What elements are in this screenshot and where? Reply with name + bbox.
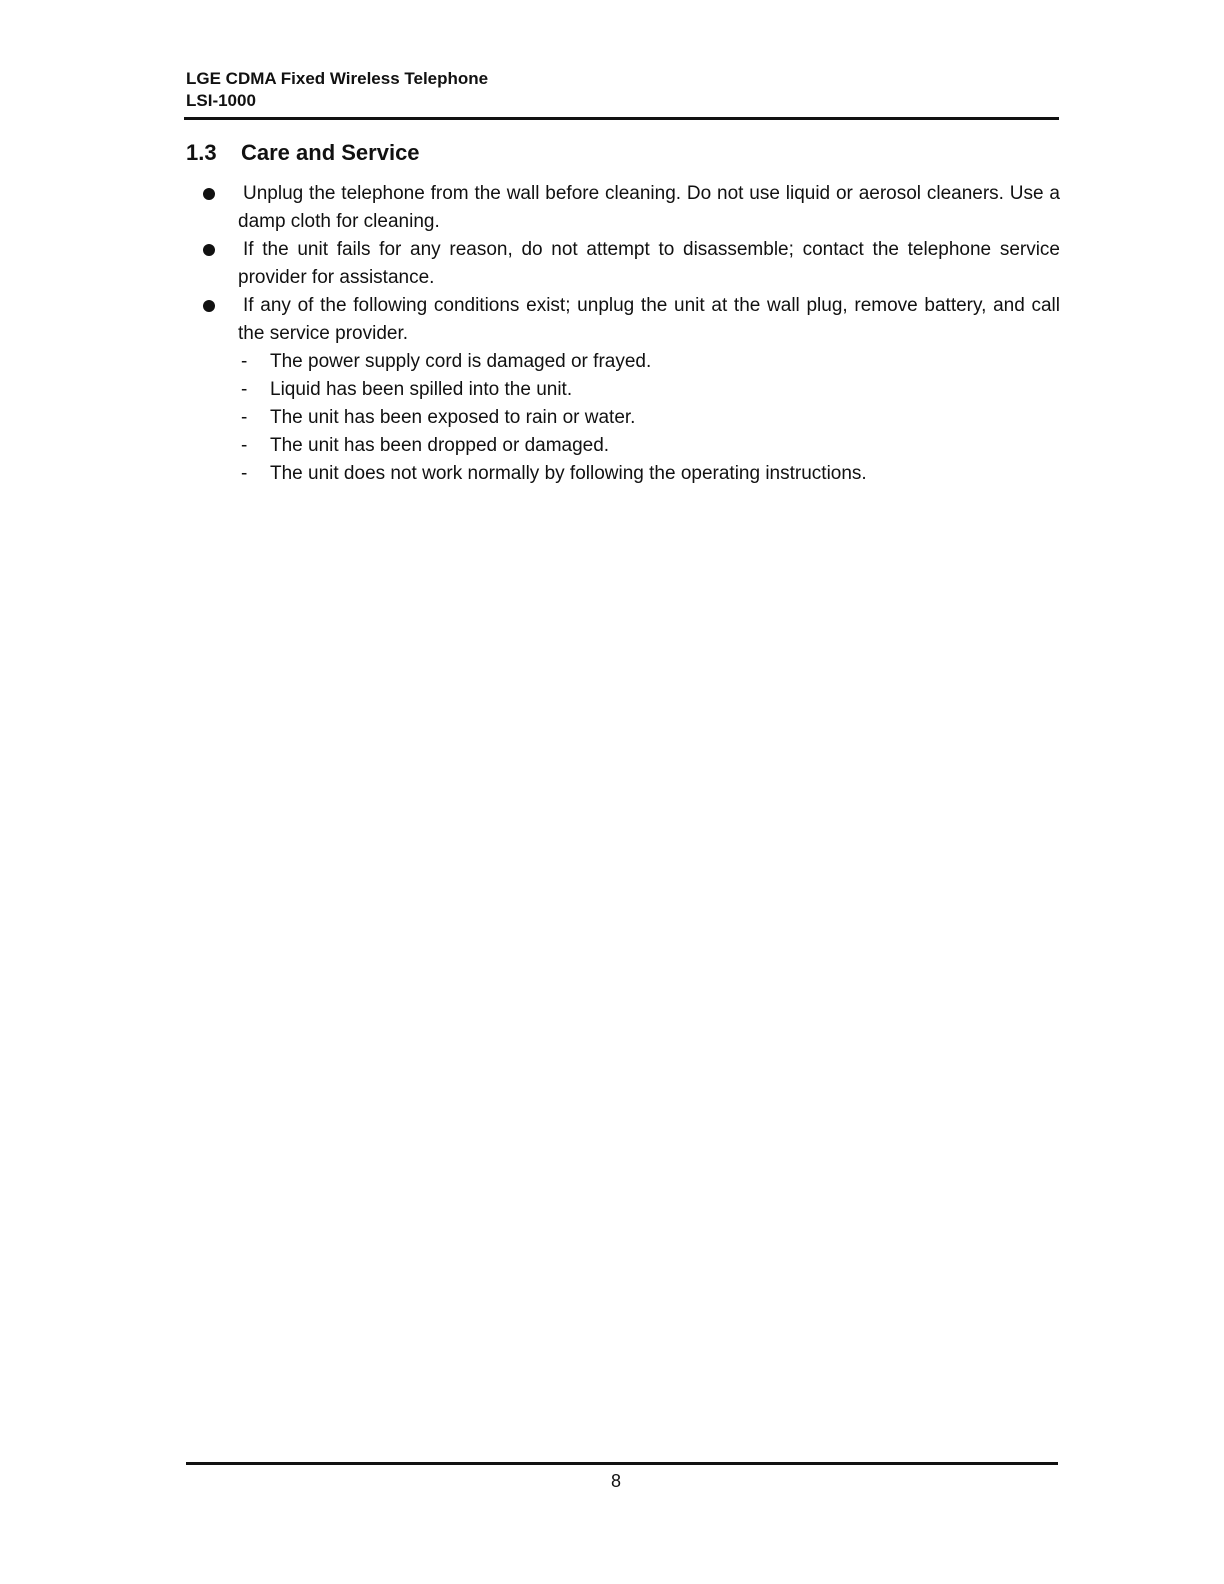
dash-icon: -	[241, 435, 248, 456]
sublist-item	[238, 460, 1060, 488]
list-item-text: If any of the following conditions exist; unplug the unit at the wall plug, remove battery, and call the service provider.	[238, 295, 1060, 344]
page-number: 8	[610, 1471, 621, 1491]
list-item-text: If the unit fails for any reason, do not attempt to disassemble; contact the telephone service provider for assistance.	[238, 239, 1060, 288]
sublist-item	[238, 404, 1060, 432]
dash-icon: -	[241, 379, 248, 400]
care-instructions-list	[200, 180, 1060, 488]
footer-divider	[186, 1462, 1058, 1465]
bullet-icon	[203, 244, 215, 256]
conditions-sublist	[238, 348, 1060, 488]
section-title: Care and Service	[241, 140, 420, 165]
document-title: LGE CDMA Fixed Wireless Telephone	[186, 69, 489, 88]
sublist-item-text: The unit has been dropped or damaged.	[270, 435, 610, 456]
list-item	[200, 236, 1060, 292]
sublist-item-text: The power supply cord is damaged or frayed.	[270, 351, 652, 372]
model-number: LSI-1000	[186, 91, 256, 110]
sublist-item	[238, 432, 1060, 460]
dash-icon: -	[241, 407, 248, 428]
list-item	[200, 180, 1060, 236]
sublist-item-text: The unit does not work normally by following the operating instructions.	[270, 463, 867, 484]
list-item	[200, 292, 1060, 488]
sublist-item-text: The unit has been exposed to rain or water.	[270, 407, 636, 428]
sublist-item	[238, 376, 1060, 404]
sublist-item-text: Liquid has been spilled into the unit.	[270, 379, 573, 400]
bullet-icon	[203, 188, 215, 200]
dash-icon: -	[241, 463, 248, 484]
sublist-item	[238, 348, 1060, 376]
header-divider	[184, 117, 1059, 120]
page-header	[186, 68, 1058, 112]
section-number: 1.3	[186, 140, 217, 165]
list-item-text: Unplug the telephone from the wall before cleaning. Do not use liquid or aerosol cleaners. Use a damp cloth for cleaning.	[238, 183, 1060, 232]
dash-icon: -	[241, 351, 248, 372]
bullet-icon	[203, 300, 215, 312]
section-heading	[186, 139, 420, 167]
